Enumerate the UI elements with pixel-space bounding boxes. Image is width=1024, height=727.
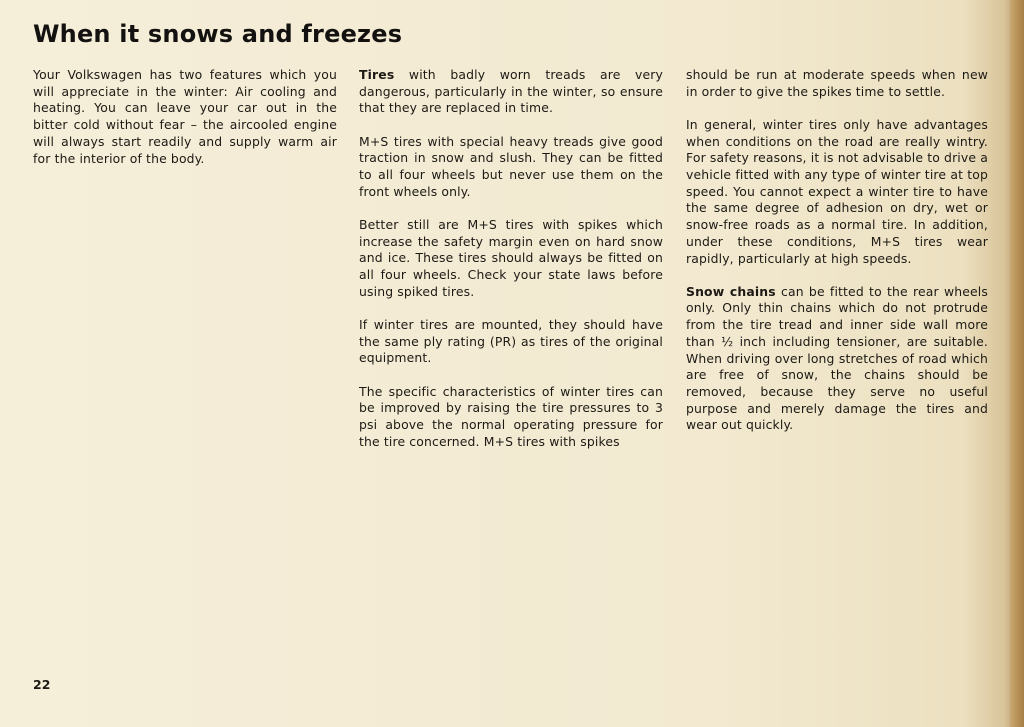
snow-chains-text: can be fitted to the rear wheels only. Only thin chains which do not protrude from the tire tread and inner side wall more than ½ inch including tensioner, are suitable. When driving over long stretches of road which are free of snow, the chains should be removed, because they serve no useful purpose and merely damage the tires and wear out quickly. [686,283,988,433]
tires-paragraph [359,67,663,117]
page-number: 22 [33,677,51,692]
column-2 [359,67,663,467]
tires-text: with badly worn treads are very dangerous, particularly in the winter, so ensure that they are replaced in time. [359,67,664,116]
book-spine-edge [1010,0,1024,727]
tire-pressure-paragraph: The specific characteristics of winter tires can be improved by raising the tire pressures to 3 psi above the normal operating pressure for the tire concerned. M+S tires with spikes [359,383,663,449]
ms-tires-paragraph: M+S tires with special heavy treads give good traction in snow and slush. They can be fitted to all four wheels but never use them on the front wheels only. [359,133,663,199]
column-1 [33,67,337,184]
snow-chains-paragraph [686,284,988,434]
winter-tires-general-paragraph: In general, winter tires only have advantages when conditions on the road are really wintry. For safety reasons, it is not advisable to drive a vehicle fitted with any type of winter tire at top speed. You cannot expect a winter tire to have the same degree of adhesion on dry, wet or snow-free roads as a normal tire. In addition, under these conditions, M+S tires wear rapidly, particularly at high speeds. [686,116,988,266]
tires-heading: Tires [359,67,395,82]
snow-chains-heading: Snow chains [686,283,776,299]
intro-paragraph: Your Volkswagen has two features which you will appreciate in the winter: Air cooling and heating. You can leave your car out in the bitter cold without fear – the aircooled engine will always start readily and supply warm air for the interior of the body. [33,67,337,166]
page-title: When it snows and freezes [33,20,403,48]
spikes-speed-paragraph: should be run at moderate speeds when new in order to give the spikes time to settle. [686,67,988,99]
column-3 [686,67,988,451]
spiked-tires-paragraph: Better still are M+S tires with spikes which increase the safety margin even on hard snow and ice. These tires should always be fitted on all four wheels. Check your state laws before using spiked tires. [359,216,663,299]
ply-rating-paragraph: If winter tires are mounted, they should have the same ply rating (PR) as tires of the original equipment. [359,316,663,366]
